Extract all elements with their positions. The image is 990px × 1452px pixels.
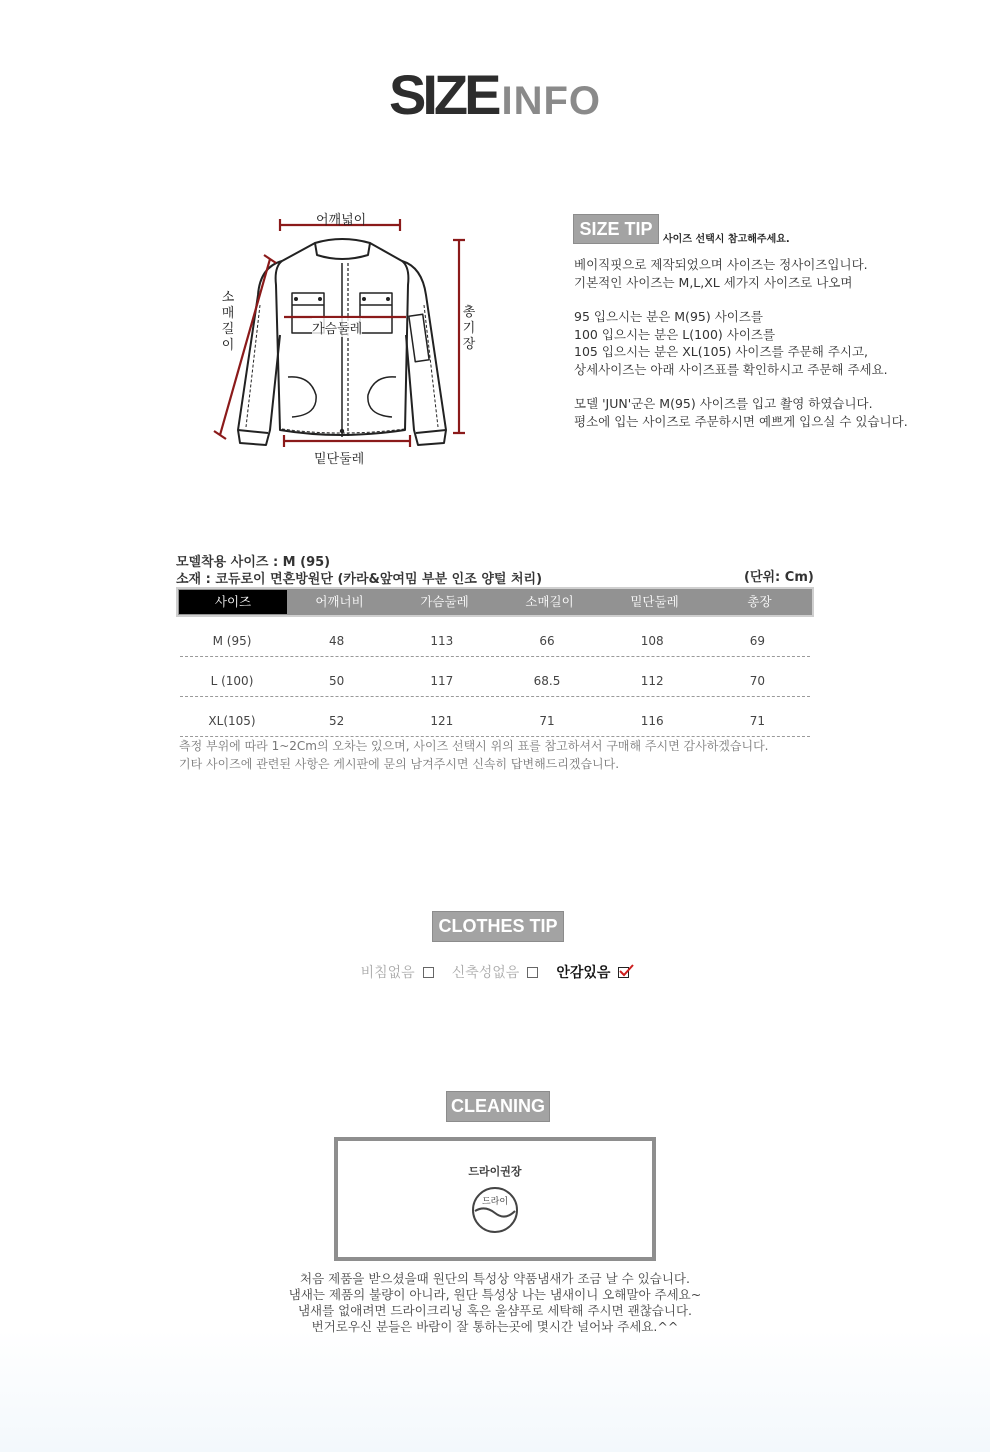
size-tip-badge: SIZE TIP — [573, 214, 659, 244]
title-info: INFO — [501, 79, 601, 123]
header-length: 총장 — [747, 594, 772, 609]
checkbox-icon — [423, 967, 434, 978]
clothes-tip-options — [0, 962, 990, 982]
jacket-diagram — [200, 205, 500, 480]
cleaning-box — [334, 1137, 656, 1261]
header-sleeve: 소매길이 — [525, 594, 574, 609]
left-lower-pocket — [288, 377, 316, 417]
size-tip-note: 사이즈 선택시 참고해주세요. — [663, 234, 790, 245]
size-tip-body: 베이직핏으로 제작되었으며 사이즈는 정사이즈입니다. 기본적인 사이즈는 M,L,XL 세가지 사이즈로 나오며 95 입으시는 분은 M(95) 사이즈를 100 입으시는 분은 L(100) 사이즈를 105 입으시는 분은 XL(105) 사이즈를 주문해 주시고, 상세사이즈는 아래 사이즈표를 확인하시고 주문해 주세요. 모델 'JUN'군은 M(95) 사이즈를 입고 촬영 하였습니다. 평소에 입는 사이즈로 주문하시면 예쁘게 입으실 수 있습니다. — [574, 257, 908, 429]
dry-clean-icon-text: 드라이 — [481, 1197, 509, 1207]
page-title — [0, 62, 990, 127]
table-row: XL(105) 52 121 71 116 71 — [180, 697, 810, 737]
table-notes: 측정 부위에 따라 1~2Cm의 오차는 있으며, 사이즈 선택시 위의 표를 참고하셔서 구매해 주시면 감사하겠습니다. 기타 사이즈에 관련된 사항은 게시판에 문의 남겨주시면 신속히 답변해드리겠습니다. — [179, 739, 769, 771]
dry-clean-label: 드라이권장 — [468, 1165, 522, 1178]
title-size: SIZE — [388, 63, 498, 126]
header-hem: 밑단둘레 — [630, 594, 679, 609]
header-size: 사이즈 — [179, 590, 287, 614]
label-shoulder: 어깨넓이 — [316, 213, 367, 228]
cleaning-text: 처음 제품을 받으셨을때 원단의 특성상 약품냄새가 조금 날 수 있습니다. 냄새는 제품의 불량이 아니라, 원단 특성상 나는 냄새이니 오해말아 주세요~ 냄새를 없애려면 드라이크리닝 혹은 울샴푸로 세탁해 주시면 괜찮습니다. 번거로우신 분들은 바람이 잘 통하는곳에 몇시간 널어놔 주세요.^^ — [288, 1271, 702, 1334]
label-length: 총 기 장 — [462, 305, 476, 352]
checkbox-checked-icon — [618, 967, 629, 978]
label-chest: 가슴둘레 — [312, 318, 362, 337]
checkbox-icon — [527, 967, 538, 978]
unit: (단위: Cm) — [744, 570, 814, 585]
header-chest: 가슴둘레 — [420, 594, 469, 609]
table-header — [176, 587, 814, 617]
model-size: 모델착용 사이즈 : M (95) — [176, 555, 331, 570]
right-lower-pocket — [368, 377, 396, 417]
size-table — [176, 587, 814, 737]
table-row: M (95) 48 113 66 108 69 — [180, 617, 810, 657]
option-no-stretch: 신축성없음 — [452, 962, 539, 982]
label-hem: 밑단둘레 — [314, 452, 365, 467]
header-shoulder: 어깨너비 — [315, 594, 364, 609]
option-no-see-through: 비침없음 — [361, 962, 434, 982]
jacket-collar — [315, 239, 370, 259]
option-has-lining: 안감있음 — [556, 962, 629, 982]
cleaning-badge: CLEANING — [446, 1091, 550, 1122]
clothes-tip-badge: CLOTHES TIP — [432, 911, 564, 942]
label-sleeve: 소 매 길 이 — [221, 290, 235, 353]
table-row: L (100) 50 117 68.5 112 70 — [180, 657, 810, 697]
dry-clean-icon — [470, 1185, 520, 1235]
material: 소재 : 코듀로이 면혼방원단 (카라&앞여밈 부분 인조 양털 처리) — [176, 572, 543, 587]
